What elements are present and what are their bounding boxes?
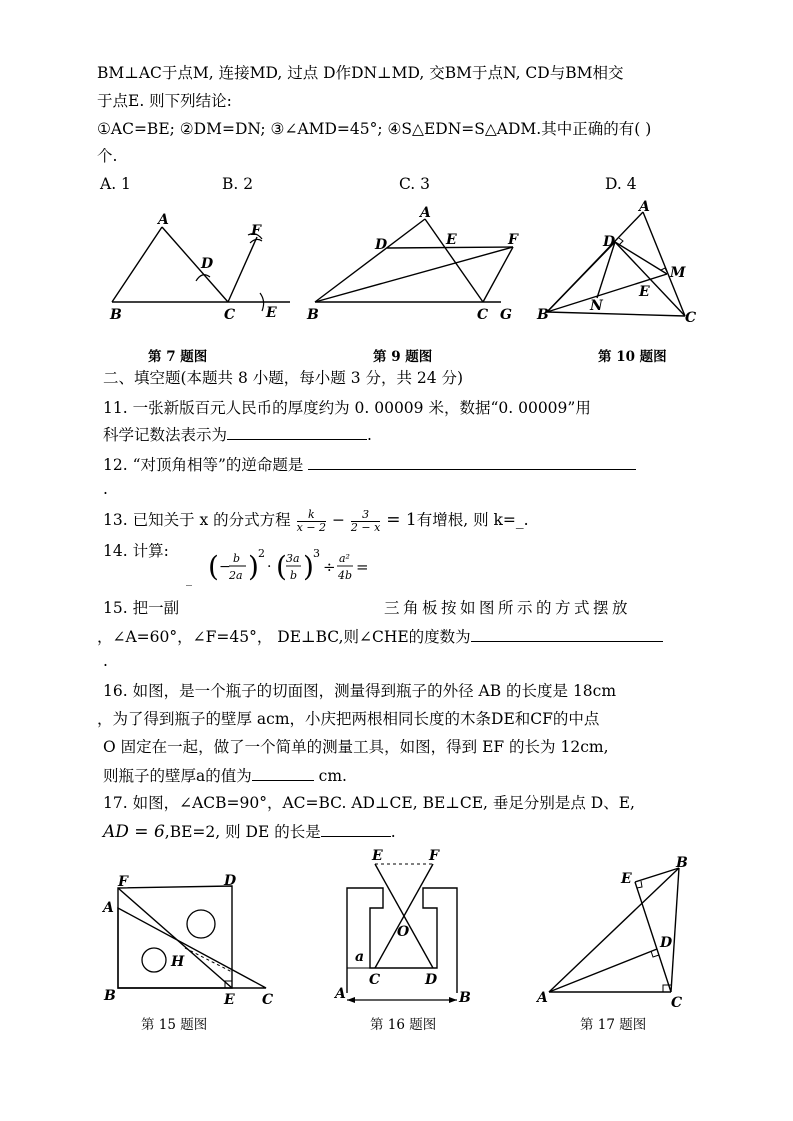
- fig7-label-f: F: [251, 223, 261, 239]
- fig15-label-a: A: [103, 900, 114, 916]
- fig10-label-m: M: [670, 265, 686, 281]
- svg-text:4b: 4b: [338, 569, 353, 582]
- q16-answer-blank[interactable]: [252, 764, 314, 781]
- fig9-label-c: C: [477, 307, 489, 323]
- fig17-label-b: B: [676, 855, 688, 871]
- q15-line1b: 三角板按如图所示的方式摆放: [384, 599, 632, 617]
- q12-answer-blank[interactable]: [308, 453, 636, 470]
- figure-9: [305, 205, 525, 325]
- fig15-label-d: D: [224, 873, 237, 889]
- fig7-label-a: A: [158, 212, 169, 228]
- figure-7: [100, 205, 300, 325]
- fig10-caption: 第 10 题图: [598, 349, 667, 365]
- svg-text:2: 2: [258, 547, 265, 560]
- fig16-label-o: O: [397, 924, 410, 940]
- fig16-label-e: E: [372, 848, 383, 864]
- svg-text:2a: 2a: [229, 569, 243, 582]
- q15-line1a: 15. 把一副: [103, 599, 180, 617]
- fig15-label-b: B: [104, 988, 116, 1004]
- svg-text:b: b: [290, 569, 298, 582]
- q11-line2: [103, 423, 372, 446]
- q13-line: [103, 505, 529, 535]
- fig10-label-e: E: [639, 284, 650, 300]
- q13-fraction-2: $\frac{3}{2 - x}$: [350, 507, 381, 534]
- fig15-caption: 第 15 题图: [141, 1017, 208, 1033]
- fig17-caption: 第 17 题图: [580, 1017, 647, 1033]
- svg-text:(: (: [276, 550, 287, 583]
- section-2-heading: 二、填空题(本题共 8 小题，每小题 3 分，共 24 分): [103, 369, 464, 387]
- q17-line1: 17. 如图，∠ACB=90°，AC=BC. AD⊥CE, BE⊥CE, 垂足分别是点 D、E,: [103, 794, 635, 812]
- fig10-label-d: D: [603, 234, 616, 250]
- q13-minus: −: [331, 511, 345, 529]
- fig16-label-a: a: [355, 949, 365, 965]
- q16-line4a: 则瓶子的壁厚a的值为: [103, 767, 252, 785]
- q11-end: .: [367, 426, 372, 444]
- svg-text:3: 3: [313, 547, 320, 560]
- figure-10: [535, 198, 705, 328]
- fig10-label-n: N: [590, 298, 603, 314]
- figure-16: [335, 848, 475, 1013]
- q11-line1: 11. 一张新版百元人民币的厚度约为 0. 00009 米，数据“0. 00009”用: [103, 399, 591, 417]
- fig16-caption: 第 16 题图: [370, 1017, 437, 1033]
- q13-fraction-1: $\frac{k}{x - 2}$: [296, 507, 327, 534]
- q17-line2b: ,BE=2, 则 DE 的长是: [164, 823, 321, 841]
- fig16-label-a-outer: A: [335, 986, 346, 1002]
- svg-text:): ): [303, 550, 314, 583]
- q17-end: .: [390, 823, 396, 841]
- q17-answer-blank[interactable]: [321, 820, 391, 837]
- q10-option-d: D. 4: [605, 175, 637, 193]
- fig17-label-e: E: [621, 871, 632, 887]
- q16-line4: [103, 764, 347, 787]
- fig16-label-c: C: [369, 972, 381, 988]
- fig9-label-g: G: [500, 307, 512, 323]
- fig7-caption: 第 7 题图: [148, 349, 208, 365]
- q13-prefix: 13. 已知关于 x 的分式方程: [103, 511, 291, 529]
- q14-under: _: [186, 572, 192, 586]
- q10-line2: 于点E. 则下列结论:: [97, 92, 232, 110]
- q17-ad-eq: AD = 6: [103, 822, 165, 842]
- fig17-label-a: A: [537, 990, 548, 1006]
- fig9-caption: 第 9 题图: [373, 349, 433, 365]
- q14-expression: [208, 545, 378, 590]
- q13-equals: = 1: [386, 510, 417, 530]
- q10-option-a: A. 1: [100, 175, 131, 193]
- q15-end: .: [103, 652, 108, 670]
- fig15-label-e: E: [224, 992, 235, 1008]
- svg-text:=: =: [356, 558, 369, 576]
- fig9-label-e: E: [446, 232, 457, 248]
- fig9-label-a: A: [420, 205, 431, 221]
- fig7-label-c: C: [224, 307, 236, 323]
- svg-text:(: (: [208, 550, 219, 583]
- q16-line1: 16. 如图，是一个瓶子的切面图，测量得到瓶子的外径 AB 的长度是 18cm: [103, 682, 617, 700]
- q10-option-c: C. 3: [399, 175, 431, 193]
- q11-line2-text: 科学记数法表示为: [103, 426, 228, 444]
- svg-text:−: −: [219, 559, 231, 575]
- fig7-label-d: D: [201, 256, 214, 272]
- fig15-label-f: F: [118, 874, 128, 890]
- q12-text: 12. “对顶角相等”的逆命题是: [103, 456, 304, 474]
- q12-line: [103, 453, 636, 476]
- figure-15: [100, 870, 280, 1008]
- q16-line2: ，为了得到瓶子的壁厚 acm，小庆把两根相同长度的木条DE和CF的中点: [97, 710, 600, 728]
- fig16-label-b: B: [459, 990, 471, 1006]
- q16-line4b: cm.: [313, 767, 347, 785]
- fig10-label-c: C: [685, 310, 697, 326]
- svg-text:3a: 3a: [286, 552, 300, 565]
- q10-line4: 个.: [97, 147, 118, 165]
- q15-line2: [97, 625, 663, 648]
- q14-prefix: 14. 计算:: [103, 542, 169, 560]
- q15-line2-text: ，∠A=60°，∠F=45°， DE⊥BC,则∠CHE的度数为: [97, 628, 471, 646]
- q10-line1: BM⊥AC于点M, 连接MD, 过点 D作DN⊥MD, 交BM于点N, CD与BM相交: [97, 64, 624, 82]
- fig9-label-f: F: [508, 232, 518, 248]
- q10-line3: ①AC=BE; ②DM=DN; ③∠AMD=45°; ④S△EDN=S△ADM.其中正确的有( ): [97, 120, 652, 138]
- fig9-label-b: B: [307, 307, 319, 323]
- q17-line2: [103, 820, 396, 843]
- fig17-label-d: D: [660, 935, 673, 951]
- q15-answer-blank[interactable]: [471, 625, 663, 642]
- q13-suffix: 有增根, 则 k=_.: [416, 511, 529, 529]
- svg-text:÷: ÷: [323, 558, 336, 576]
- fig16-label-f: F: [429, 848, 439, 864]
- fig17-label-c: C: [671, 995, 683, 1011]
- q16-line3: O 固定在一起，做了一个简单的测量工具，如图，得到 EF 的长为 12cm,: [103, 738, 609, 756]
- fig10-label-b: B: [537, 307, 549, 323]
- svg-text:·: ·: [267, 559, 272, 575]
- svg-text:b: b: [233, 552, 241, 565]
- q12-end: .: [103, 480, 108, 498]
- fig16-label-d: D: [425, 972, 438, 988]
- q10-option-b: B. 2: [222, 175, 254, 193]
- fig7-label-e: E: [266, 305, 277, 321]
- fig15-label-c: C: [262, 992, 274, 1008]
- fig9-label-d: D: [375, 237, 388, 253]
- svg-text:): ): [248, 550, 259, 583]
- svg-text:a²: a²: [339, 552, 350, 565]
- fig10-label-a: A: [639, 199, 650, 215]
- q11-answer-blank[interactable]: [227, 423, 367, 440]
- figure-17: [535, 852, 695, 1012]
- fig15-label-h: H: [171, 954, 185, 970]
- fig7-label-b: B: [110, 307, 122, 323]
